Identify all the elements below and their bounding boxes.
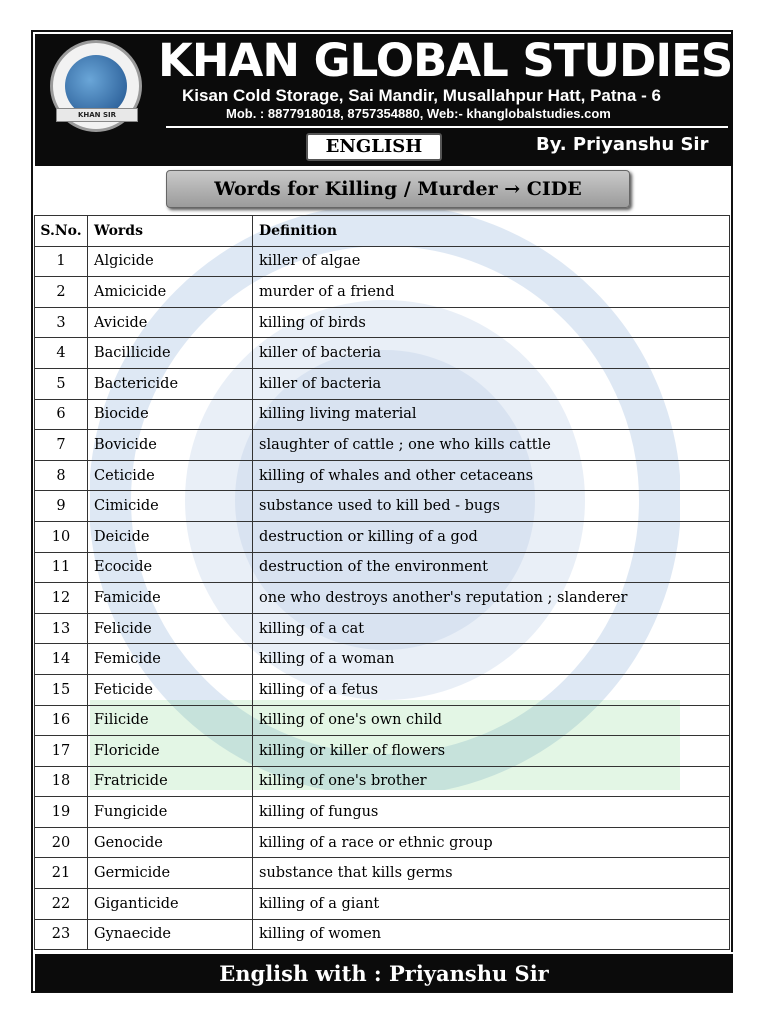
cell-definition: killing of a giant: [253, 889, 730, 920]
cell-word: Fratricide: [88, 766, 253, 797]
cell-definition: killer of bacteria: [253, 338, 730, 369]
cell-sno: 18: [35, 766, 88, 797]
cell-definition: killing of birds: [253, 307, 730, 338]
cell-definition: destruction or killing of a god: [253, 521, 730, 552]
cell-sno: 23: [35, 919, 88, 950]
table-row: [35, 613, 730, 644]
table-row: [35, 430, 730, 461]
cell-sno: 21: [35, 858, 88, 889]
cell-word: Famicide: [88, 583, 253, 614]
cell-word: Amicicide: [88, 277, 253, 308]
cell-sno: 17: [35, 736, 88, 767]
cell-word: Felicide: [88, 613, 253, 644]
column-header-sno: S.No.: [35, 216, 88, 247]
cell-word: Genocide: [88, 827, 253, 858]
cell-word: Cimicide: [88, 491, 253, 522]
cell-definition: slaughter of cattle ; one who kills cattle: [253, 430, 730, 461]
cell-definition: killer of bacteria: [253, 368, 730, 399]
cell-definition: one who destroys another's reputation ; slanderer: [253, 583, 730, 614]
table-row: [35, 338, 730, 369]
cell-word: Bovicide: [88, 430, 253, 461]
cell-definition: killer of algae: [253, 246, 730, 277]
table-header-row: [35, 216, 730, 247]
topic-heading: Words for Killing / Murder → CIDE: [214, 178, 582, 200]
cell-definition: killing of whales and other cetaceans: [253, 460, 730, 491]
cell-definition: murder of a friend: [253, 277, 730, 308]
table-row: [35, 460, 730, 491]
cell-word: Bactericide: [88, 368, 253, 399]
cell-sno: 6: [35, 399, 88, 430]
cell-sno: 16: [35, 705, 88, 736]
cell-sno: 5: [35, 368, 88, 399]
cell-definition: substance that kills germs: [253, 858, 730, 889]
cell-word: Biocide: [88, 399, 253, 430]
footer-text: English with : Priyanshu Sir: [219, 961, 549, 986]
institute-title: KHAN GLOBAL STUDIES: [158, 34, 733, 87]
institute-contact: Mob. : 8877918018, 8757354880, Web:- khanglobalstudies.com: [226, 106, 611, 121]
table-row: [35, 368, 730, 399]
table-row: [35, 797, 730, 828]
cell-sno: 12: [35, 583, 88, 614]
table-row: [35, 552, 730, 583]
cell-sno: 2: [35, 277, 88, 308]
table-row: [35, 919, 730, 950]
table-row: [35, 766, 730, 797]
cell-word: Germicide: [88, 858, 253, 889]
cell-word: Filicide: [88, 705, 253, 736]
cell-definition: killing of a cat: [253, 613, 730, 644]
cell-definition: killing living material: [253, 399, 730, 430]
column-header-words: Words: [88, 216, 253, 247]
cell-definition: killing of fungus: [253, 797, 730, 828]
cell-sno: 7: [35, 430, 88, 461]
table-row: [35, 491, 730, 522]
cell-sno: 1: [35, 246, 88, 277]
cell-word: Floricide: [88, 736, 253, 767]
cell-sno: 22: [35, 889, 88, 920]
table-row: [35, 307, 730, 338]
cell-word: Bacillicide: [88, 338, 253, 369]
cell-sno: 3: [35, 307, 88, 338]
cell-sno: 19: [35, 797, 88, 828]
table-row: [35, 277, 730, 308]
cell-sno: 20: [35, 827, 88, 858]
institute-address: Kisan Cold Storage, Sai Mandir, Musallahpur Hatt, Patna - 6: [182, 86, 661, 105]
cell-definition: destruction of the environment: [253, 552, 730, 583]
cell-definition: killing of women: [253, 919, 730, 950]
table-row: [35, 889, 730, 920]
cell-sno: 15: [35, 674, 88, 705]
words-table: [34, 215, 730, 950]
cell-sno: 9: [35, 491, 88, 522]
cell-sno: 11: [35, 552, 88, 583]
cell-definition: killing of a fetus: [253, 674, 730, 705]
cell-definition: killing of a race or ethnic group: [253, 827, 730, 858]
column-header-definition: Definition: [253, 216, 730, 247]
cell-word: Giganticide: [88, 889, 253, 920]
table-row: [35, 674, 730, 705]
table-row: [35, 827, 730, 858]
cell-sno: 14: [35, 644, 88, 675]
cell-sno: 13: [35, 613, 88, 644]
cell-sno: 4: [35, 338, 88, 369]
table-row: [35, 858, 730, 889]
cell-definition: killing or killer of flowers: [253, 736, 730, 767]
cell-definition: killing of one's own child: [253, 705, 730, 736]
author-label: By. Priyanshu Sir: [536, 134, 709, 155]
subject-badge: ENGLISH: [306, 133, 442, 161]
table-row: [35, 246, 730, 277]
cell-word: Feticide: [88, 674, 253, 705]
footer-banner: [35, 952, 733, 992]
cell-definition: killing of a woman: [253, 644, 730, 675]
table-row: [35, 736, 730, 767]
cell-word: Deicide: [88, 521, 253, 552]
cell-sno: 10: [35, 521, 88, 552]
cell-definition: killing of one's brother: [253, 766, 730, 797]
table-row: [35, 583, 730, 614]
cell-word: Ceticide: [88, 460, 253, 491]
table-row: [35, 705, 730, 736]
cell-word: Algicide: [88, 246, 253, 277]
cell-word: Gynaecide: [88, 919, 253, 950]
cell-definition: substance used to kill bed - bugs: [253, 491, 730, 522]
cell-word: Fungicide: [88, 797, 253, 828]
cell-sno: 8: [35, 460, 88, 491]
table-row: [35, 644, 730, 675]
table-row: [35, 521, 730, 552]
header-divider: [166, 126, 728, 128]
cell-word: Avicide: [88, 307, 253, 338]
topic-heading-box: [166, 170, 630, 208]
table-row: [35, 399, 730, 430]
cell-word: Ecocide: [88, 552, 253, 583]
logo-banner: KHAN SIR: [56, 108, 138, 122]
cell-word: Femicide: [88, 644, 253, 675]
